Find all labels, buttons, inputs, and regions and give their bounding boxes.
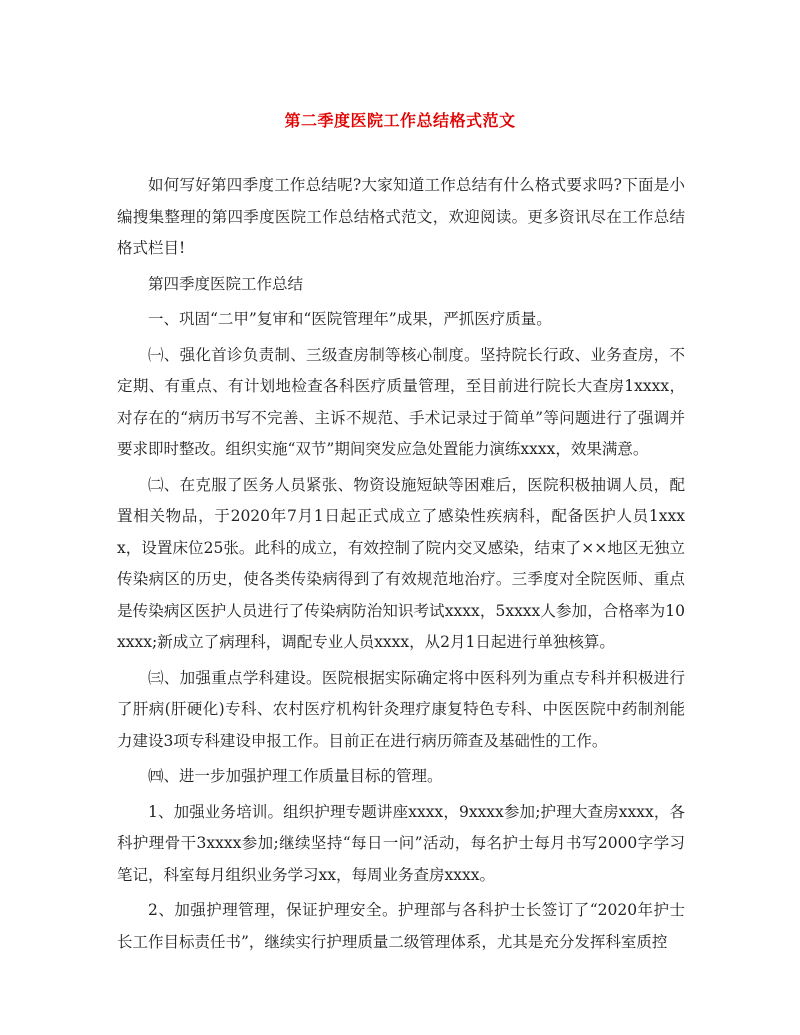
paragraph-item-4: ㈣、进一步加强护理工作质量目标的管理。 — [148, 767, 443, 785]
paragraph-subtitle: 第四季度医院工作总结 — [148, 274, 304, 293]
document-title: 第二季度医院工作总结格式范文 — [284, 111, 516, 130]
paragraph-item-3: ㈢、加强重点学科建设。医院根据实际确定将中医科列为重点专科并积极进行了肝病(肝硬化)专科、农村医疗机构针灸理疗康复特色专科、中医医院中药制剂能力建设3项专科建设申报工作。目前正在进行病历筛查及基础性的工作。 — [117, 668, 685, 750]
paragraph-intro: 如何写好第四季度工作总结呢?大家知道工作总结有什么格式要求吗?下面是小编搜集整理的第四季度医院工作总结格式范文，欢迎阅读。更多资讯尽在工作总结格式栏目! — [117, 176, 685, 257]
paragraph-section-1: 一、巩固“二甲”复审和“医院管理年”成果，严抓医疗质量。 — [148, 310, 552, 328]
paragraph-item-2: ㈡、在克服了医务人员紧张、物资设施短缺等困难后，医院积极抽调人员，配置相关物品，于2020年7月1日起正式成立了感染性疾病科，配备医护人员1xxxx，设置床位25张。此科的成立，有效控制了院内交叉感染，结束了××地区无独立传染病区的历史，使各类传染病得到了有效规范地治疗。三季度对全院医师、重点是传染病区医护人员进行了传染病防治知识考试xxxx，5xxxx人参加，合格率为10xxxx;新成立了病理科，调配专业人员xxxx，从2月1日起进行单独核算。 — [117, 475, 685, 651]
paragraph-point-2: 2、加强护理管理，保证护理安全。护理部与各科护士长签订了“2020年护士长工作目标责任书”，继续实行护理质量二级管理体系，尤其是充分发挥科室质控 — [117, 901, 685, 951]
document-body — [117, 170, 685, 962]
paragraph-point-1: 1、加强业务培训。组织护理专题讲座xxxx，9xxxx参加;护理大查房xxxx，各科护理骨干3xxxx参加;继续坚持“每日一问”活动，每名护士每月书写2000字学习笔记，科室每月组织业务学习xx，每周业务查房xxxx。 — [117, 802, 685, 884]
paragraph-item-1: ㈠、强化首诊负责制、三级查房制等核心制度。坚持院长行政、业务查房，不定期、有重点、有计划地检查各科医疗质量管理，至目前进行院长大查房1xxxx，对存在的“病历书写不完善、主诉不规范、手术记录过于简单”等问题进行了强调并要求即时整改。组织实施“双节”期间突发应急处置能力演练xxxx，效果满意。 — [117, 345, 685, 458]
